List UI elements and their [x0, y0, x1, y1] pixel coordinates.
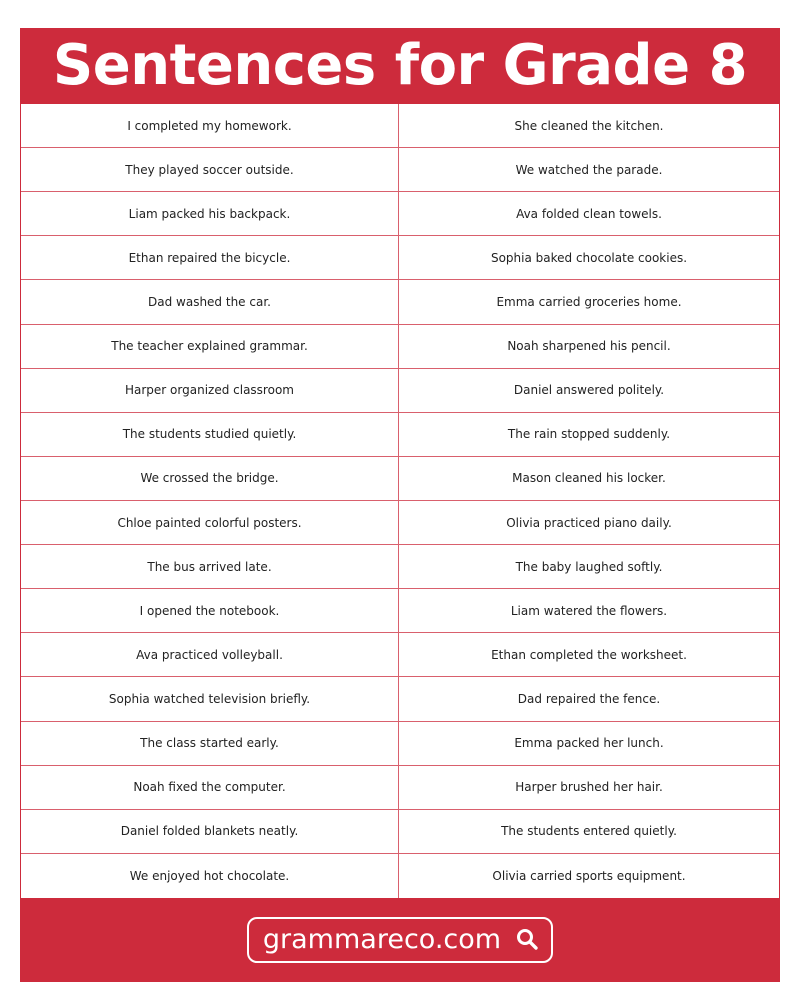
sentence-cell-left: Liam packed his backpack. [21, 192, 399, 236]
poster-frame [20, 28, 780, 982]
sentence-cell-right: Harper brushed her hair. [399, 766, 779, 810]
website-link[interactable] [247, 917, 553, 963]
sentence-cell-left: Ethan repaired the bicycle. [21, 236, 399, 280]
sentence-cell-right: Ethan completed the worksheet. [399, 633, 779, 677]
sentence-cell-left: We crossed the bridge. [21, 457, 399, 501]
footer [20, 898, 780, 982]
sentence-cell-right: Olivia carried sports equipment. [492, 868, 686, 883]
sentence-cell-right: We watched the parade. [399, 148, 779, 192]
website-url: grammareco.com [262, 923, 502, 955]
sentence-cell-left: The class started early. [21, 722, 399, 766]
sentence-cell-right: Noah sharpened his pencil. [399, 325, 779, 369]
sentence-cell-right: Liam watered the flowers. [399, 589, 779, 633]
sentence-cell-left: The bus arrived late. [21, 545, 399, 589]
sentence-cell-right: The baby laughed softly. [399, 545, 779, 589]
sentence-cell-right: The students entered quietly. [399, 810, 779, 854]
sentence-cell-left: We enjoyed hot chocolate. [21, 854, 399, 898]
search-icon [515, 927, 539, 951]
sentence-cell-left: Chloe painted colorful posters. [21, 501, 399, 545]
sentence-cell-right: Emma packed her lunch. [399, 722, 779, 766]
sentence-cell-right: Emma carried groceries home. [399, 280, 779, 324]
sentence-cell-left: Ava practiced volleyball. [21, 633, 399, 677]
sentence-cell-right: Sophia baked chocolate cookies. [399, 236, 779, 280]
sentence-cell-left: They played soccer outside. [21, 148, 399, 192]
sentence-cell-right: The rain stopped suddenly. [399, 413, 779, 457]
sentence-cell-left: Harper organized classroom [21, 369, 399, 413]
sentence-cell-left: The teacher explained grammar. [21, 325, 399, 369]
sentence-cell-left: I opened the notebook. [21, 589, 399, 633]
sentence-table [21, 104, 779, 898]
sentence-cell-right: Dad repaired the fence. [399, 677, 779, 721]
sentence-cell-left: Sophia watched television briefly. [21, 677, 399, 721]
sentence-cell-right: Daniel answered politely. [399, 369, 779, 413]
sentence-cell-left: I completed my homework. [21, 104, 399, 148]
sentence-cell-right: She cleaned the kitchen. [399, 104, 779, 148]
sentence-cell-right: Olivia practiced piano daily. [399, 501, 779, 545]
sentence-cell-left: The students studied quietly. [21, 413, 399, 457]
sentence-cell-left: Noah fixed the computer. [21, 766, 399, 810]
page-title: Sentences for Grade 8 [52, 33, 748, 98]
sentence-cell-left: Daniel folded blankets neatly. [21, 810, 399, 854]
sentence-cell-left: Dad washed the car. [21, 280, 399, 324]
header [20, 28, 780, 104]
sentence-cell-right: Ava folded clean towels. [399, 192, 779, 236]
sentence-cell-right: Mason cleaned his locker. [399, 457, 779, 501]
